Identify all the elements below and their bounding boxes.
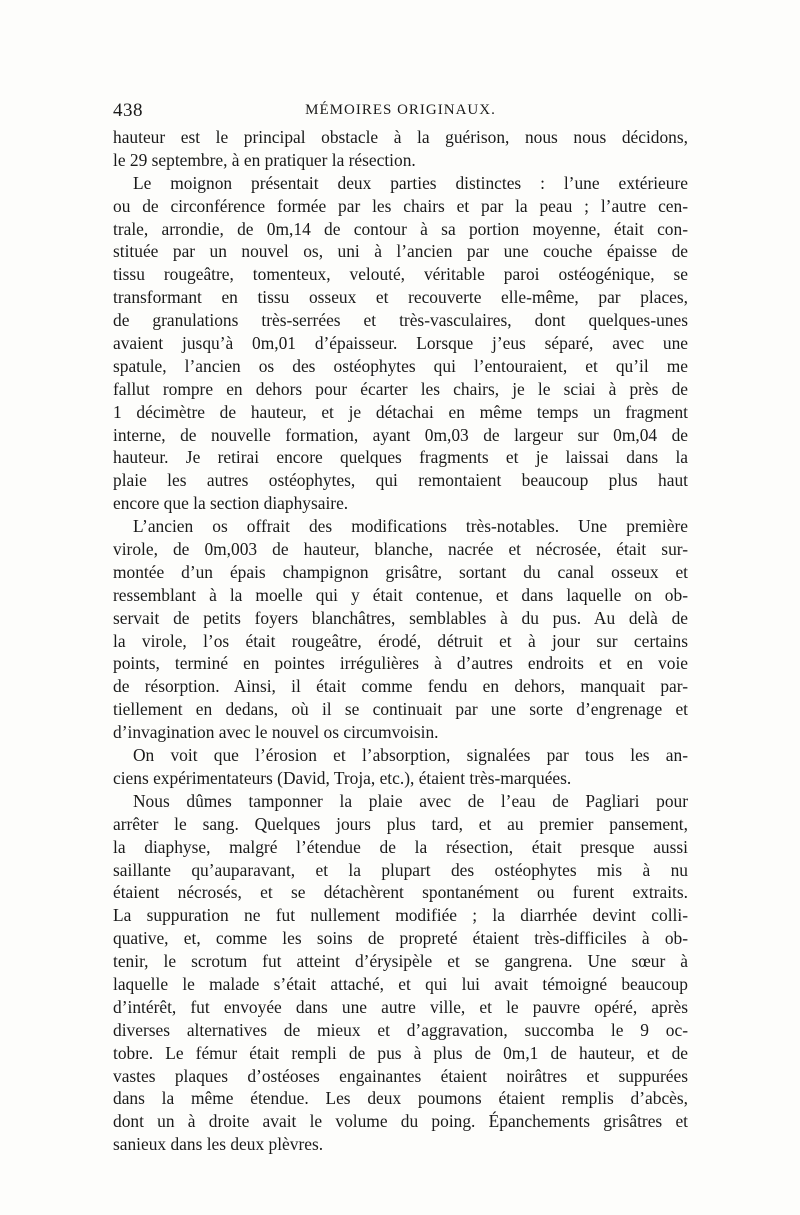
text-line: spatule, l’ancien os des ostéophytes qui l’entouraient, et qu’il me bbox=[113, 355, 688, 376]
text-line: dans la même étendue. Les deux poumons étaient remplis d’abcès, bbox=[113, 1088, 688, 1109]
text-line: stituée par un nouvel os, uni à l’ancien par une couche épaisse de bbox=[113, 241, 688, 262]
text-line: ou de circonférence formée par les chairs et par la peau ; l’autre cen- bbox=[113, 195, 688, 216]
paragraph bbox=[113, 790, 688, 1156]
text-line: diverses alternatives de mieux et d’aggravation, succomba le 9 oc- bbox=[113, 1019, 688, 1040]
text-line: hauteur est le principal obstacle à la guérison, nous nous décidons, bbox=[113, 127, 688, 147]
text-line: Le moignon présentait deux parties distinctes : l’une extérieure bbox=[133, 172, 688, 193]
text-line: la virole, l’os était rougeâtre, érodé, détruit et à jour sur certains bbox=[113, 630, 688, 651]
text-line: tiellement en dedans, où il se continuait par une sorte d’engrenage et bbox=[113, 699, 688, 720]
page-number: 438 bbox=[113, 100, 143, 121]
text-line: laquelle le malade s’était attaché, et qui lui avait témoigné beaucoup bbox=[113, 973, 688, 994]
text-line: servait de petits foyers blanchâtres, semblables à du pus. Au delà de bbox=[113, 607, 688, 628]
text-line: arrêter le sang. Quelques jours plus tard, et au premier pansement, bbox=[113, 813, 688, 834]
text-line: transformant en tissu osseux et recouverte elle-même, par places, bbox=[113, 287, 688, 308]
text-line: le 29 septembre, à en pratiquer la résection. bbox=[113, 149, 416, 170]
text-line: points, terminé en pointes irrégulières à d’autres endroits et en voie bbox=[113, 653, 688, 674]
text-line: montée d’un épais champignon grisâtre, sortant du canal osseux et bbox=[113, 561, 688, 582]
running-head bbox=[113, 100, 688, 124]
text-line: L’ancien os offrait des modifications très-notables. Une première bbox=[133, 516, 688, 537]
text-line: On voit que l’érosion et l’absorption, signalées par tous les an- bbox=[133, 745, 688, 766]
text-line: d’invagination avec le nouvel os circumvoisin. bbox=[113, 722, 439, 743]
text-line: trale, arrondie, de 0m,14 de contour à sa portion moyenne, était con- bbox=[113, 218, 688, 239]
text-line: La suppuration ne fut nullement modifiée ; la diarrhée devint colli- bbox=[113, 905, 688, 926]
paragraph bbox=[113, 172, 688, 515]
text-line: tobre. Le fémur était rempli de pus à plus de 0m,1 de hauteur, et de bbox=[113, 1042, 688, 1063]
text-line: plaie les autres ostéophytes, qui remontaient beaucoup plus haut bbox=[113, 470, 688, 491]
paragraph bbox=[113, 126, 688, 172]
text-line: quative, et, comme les soins de propreté étaient très-difficiles à ob- bbox=[113, 928, 688, 949]
text-line: tenir, le scrotum fut atteint d’érysipèle et se gangrena. Une sœur à bbox=[113, 951, 688, 972]
body-text bbox=[113, 126, 688, 1156]
text-line: d’intérêt, fut envoyée dans une autre ville, et le pauvre opéré, après bbox=[113, 996, 688, 1017]
text-line: hauteur. Je retirai encore quelques fragments et je laissai dans la bbox=[113, 447, 688, 468]
text-line: de granulations très-serrées et très-vasculaires, dont quelques-unes bbox=[113, 310, 688, 331]
text-line: avaient jusqu’à 0m,01 d’épaisseur. Lorsque j’eus séparé, avec une bbox=[113, 333, 688, 354]
text-line: étaient nécrosés, et se détachèrent spontanément ou furent extraits. bbox=[113, 882, 688, 903]
paragraph bbox=[113, 744, 688, 790]
text-line: la diaphyse, malgré l’étendue de la résection, était presque aussi bbox=[113, 836, 688, 857]
text-line: virole, de 0m,003 de hauteur, blanche, nacrée et nécrosée, était sur- bbox=[113, 539, 688, 560]
text-line: fallut rompre en dehors pour écarter les chairs, je le sciai à près de bbox=[113, 378, 688, 399]
text-line: interne, de nouvelle formation, ayant 0m,03 de largeur sur 0m,04 de bbox=[113, 424, 688, 445]
text-line: saillante qu’auparavant, et la plupart des ostéophytes mis à nu bbox=[113, 859, 688, 880]
text-line: tissu rougeâtre, tomenteux, velouté, véritable paroi ostéogénique, se bbox=[113, 264, 688, 285]
running-title: MÉMOIRES ORIGINAUX. bbox=[305, 102, 496, 118]
text-line: encore que la section diaphysaire. bbox=[113, 493, 349, 514]
text-line: ciens expérimentateurs (David, Troja, etc.), étaient très-marquées. bbox=[113, 767, 572, 788]
text-line: dont un à droite avait le volume du poing. Épanchements grisâtres et bbox=[113, 1111, 688, 1132]
text-line: vastes plaques d’ostéoses engainantes étaient noirâtres et suppurées bbox=[113, 1065, 688, 1086]
text-line: Nous dûmes tamponner la plaie avec de l’eau de Pagliari pour bbox=[133, 790, 688, 811]
text-line: sanieux dans les deux plèvres. bbox=[113, 1134, 324, 1155]
text-line: de résorption. Ainsi, il était comme fendu en dehors, manquait par- bbox=[113, 676, 688, 697]
text-line: ressemblant à la moelle qui y était contenue, et dans laquelle on ob- bbox=[113, 584, 688, 605]
text-line: 1 décimètre de hauteur, et je détachai en même temps un fragment bbox=[113, 401, 688, 422]
paragraph bbox=[113, 515, 688, 744]
